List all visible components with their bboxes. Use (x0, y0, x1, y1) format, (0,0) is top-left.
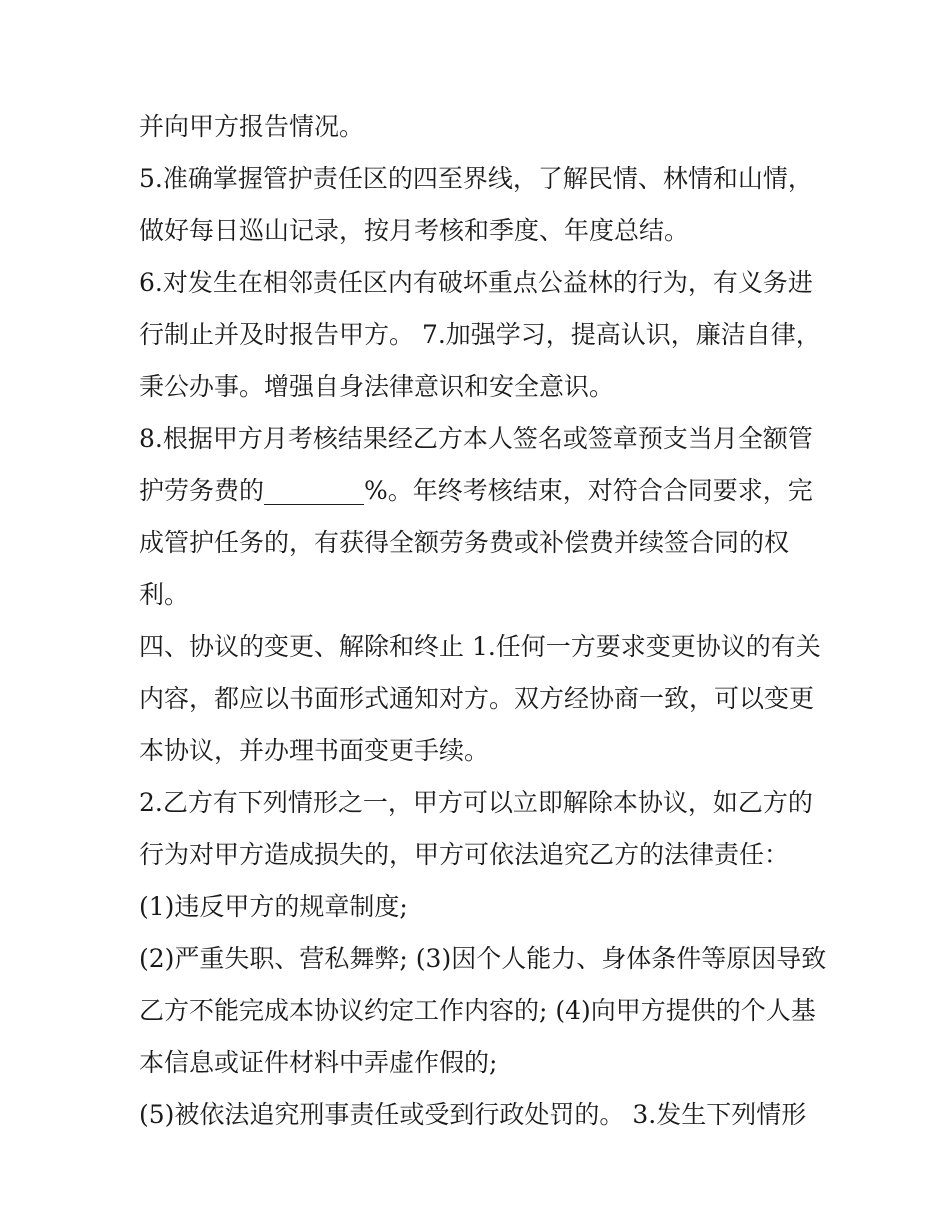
text-line-4: 6.对发生在相邻责任区内有破坏重点公益林的行为，有义务进 (139, 268, 813, 297)
text-line-20: (5)被依法追究刑事责任或受到行政处罚的。 3.发生下列情形 (139, 1100, 807, 1129)
text-line-16: (1)违反甲方的规章制度; (139, 892, 408, 921)
text-line-5: 行制止并及时报告甲方。 7.加强学习，提高认识，廉洁自律， (139, 320, 821, 349)
text-line-14: 2.乙方有下列情形之一，甲方可以立即解除本协议，如乙方的 (139, 788, 813, 817)
text-line-10: 利。 (139, 580, 190, 609)
text-line-17: (2)严重失职、营私舞弊; (3)因个人能力、身体条件等原因导致 (139, 944, 827, 973)
text-line-7: 8.根据甲方月考核结果经乙方本人签名或签章预支当月全额管 (139, 424, 813, 453)
text-line-9: 成管护任务的，有获得全额劳务费或补偿费并续签合同的权 (139, 528, 790, 557)
document-body (139, 108, 827, 1134)
text-line-11: 四、协议的变更、解除和终止 1.任何一方要求变更协议的有关 (139, 632, 821, 661)
text-line-18: 乙方不能完成本协议约定工作内容的; (4)向甲方提供的个人基 (139, 996, 816, 1025)
text-line-3: 做好每日巡山记录，按月考核和季度、年度总结。 (139, 216, 690, 245)
text-line-8: 护劳务费的________%。年终考核结束，对符合合同要求，完 (139, 476, 813, 505)
text-line-1: 并向甲方报告情况。 (139, 112, 365, 141)
text-line-12: 内容，都应以书面形式通知对方。双方经协商一致，可以变更 (139, 684, 815, 713)
text-line-2: 5.准确掌握管护责任区的四至界线，了解民情、林情和山情， (139, 164, 813, 193)
text-line-13: 本协议，并办理书面变更手续。 (139, 736, 490, 765)
text-line-6: 秉公办事。增强自身法律意识和安全意识。 (139, 372, 615, 401)
text-line-15: 行为对甲方造成损失的，甲方可依法追究乙方的法律责任： (139, 840, 790, 869)
text-line-19: 本信息或证件材料中弄虚作假的; (139, 1048, 498, 1077)
